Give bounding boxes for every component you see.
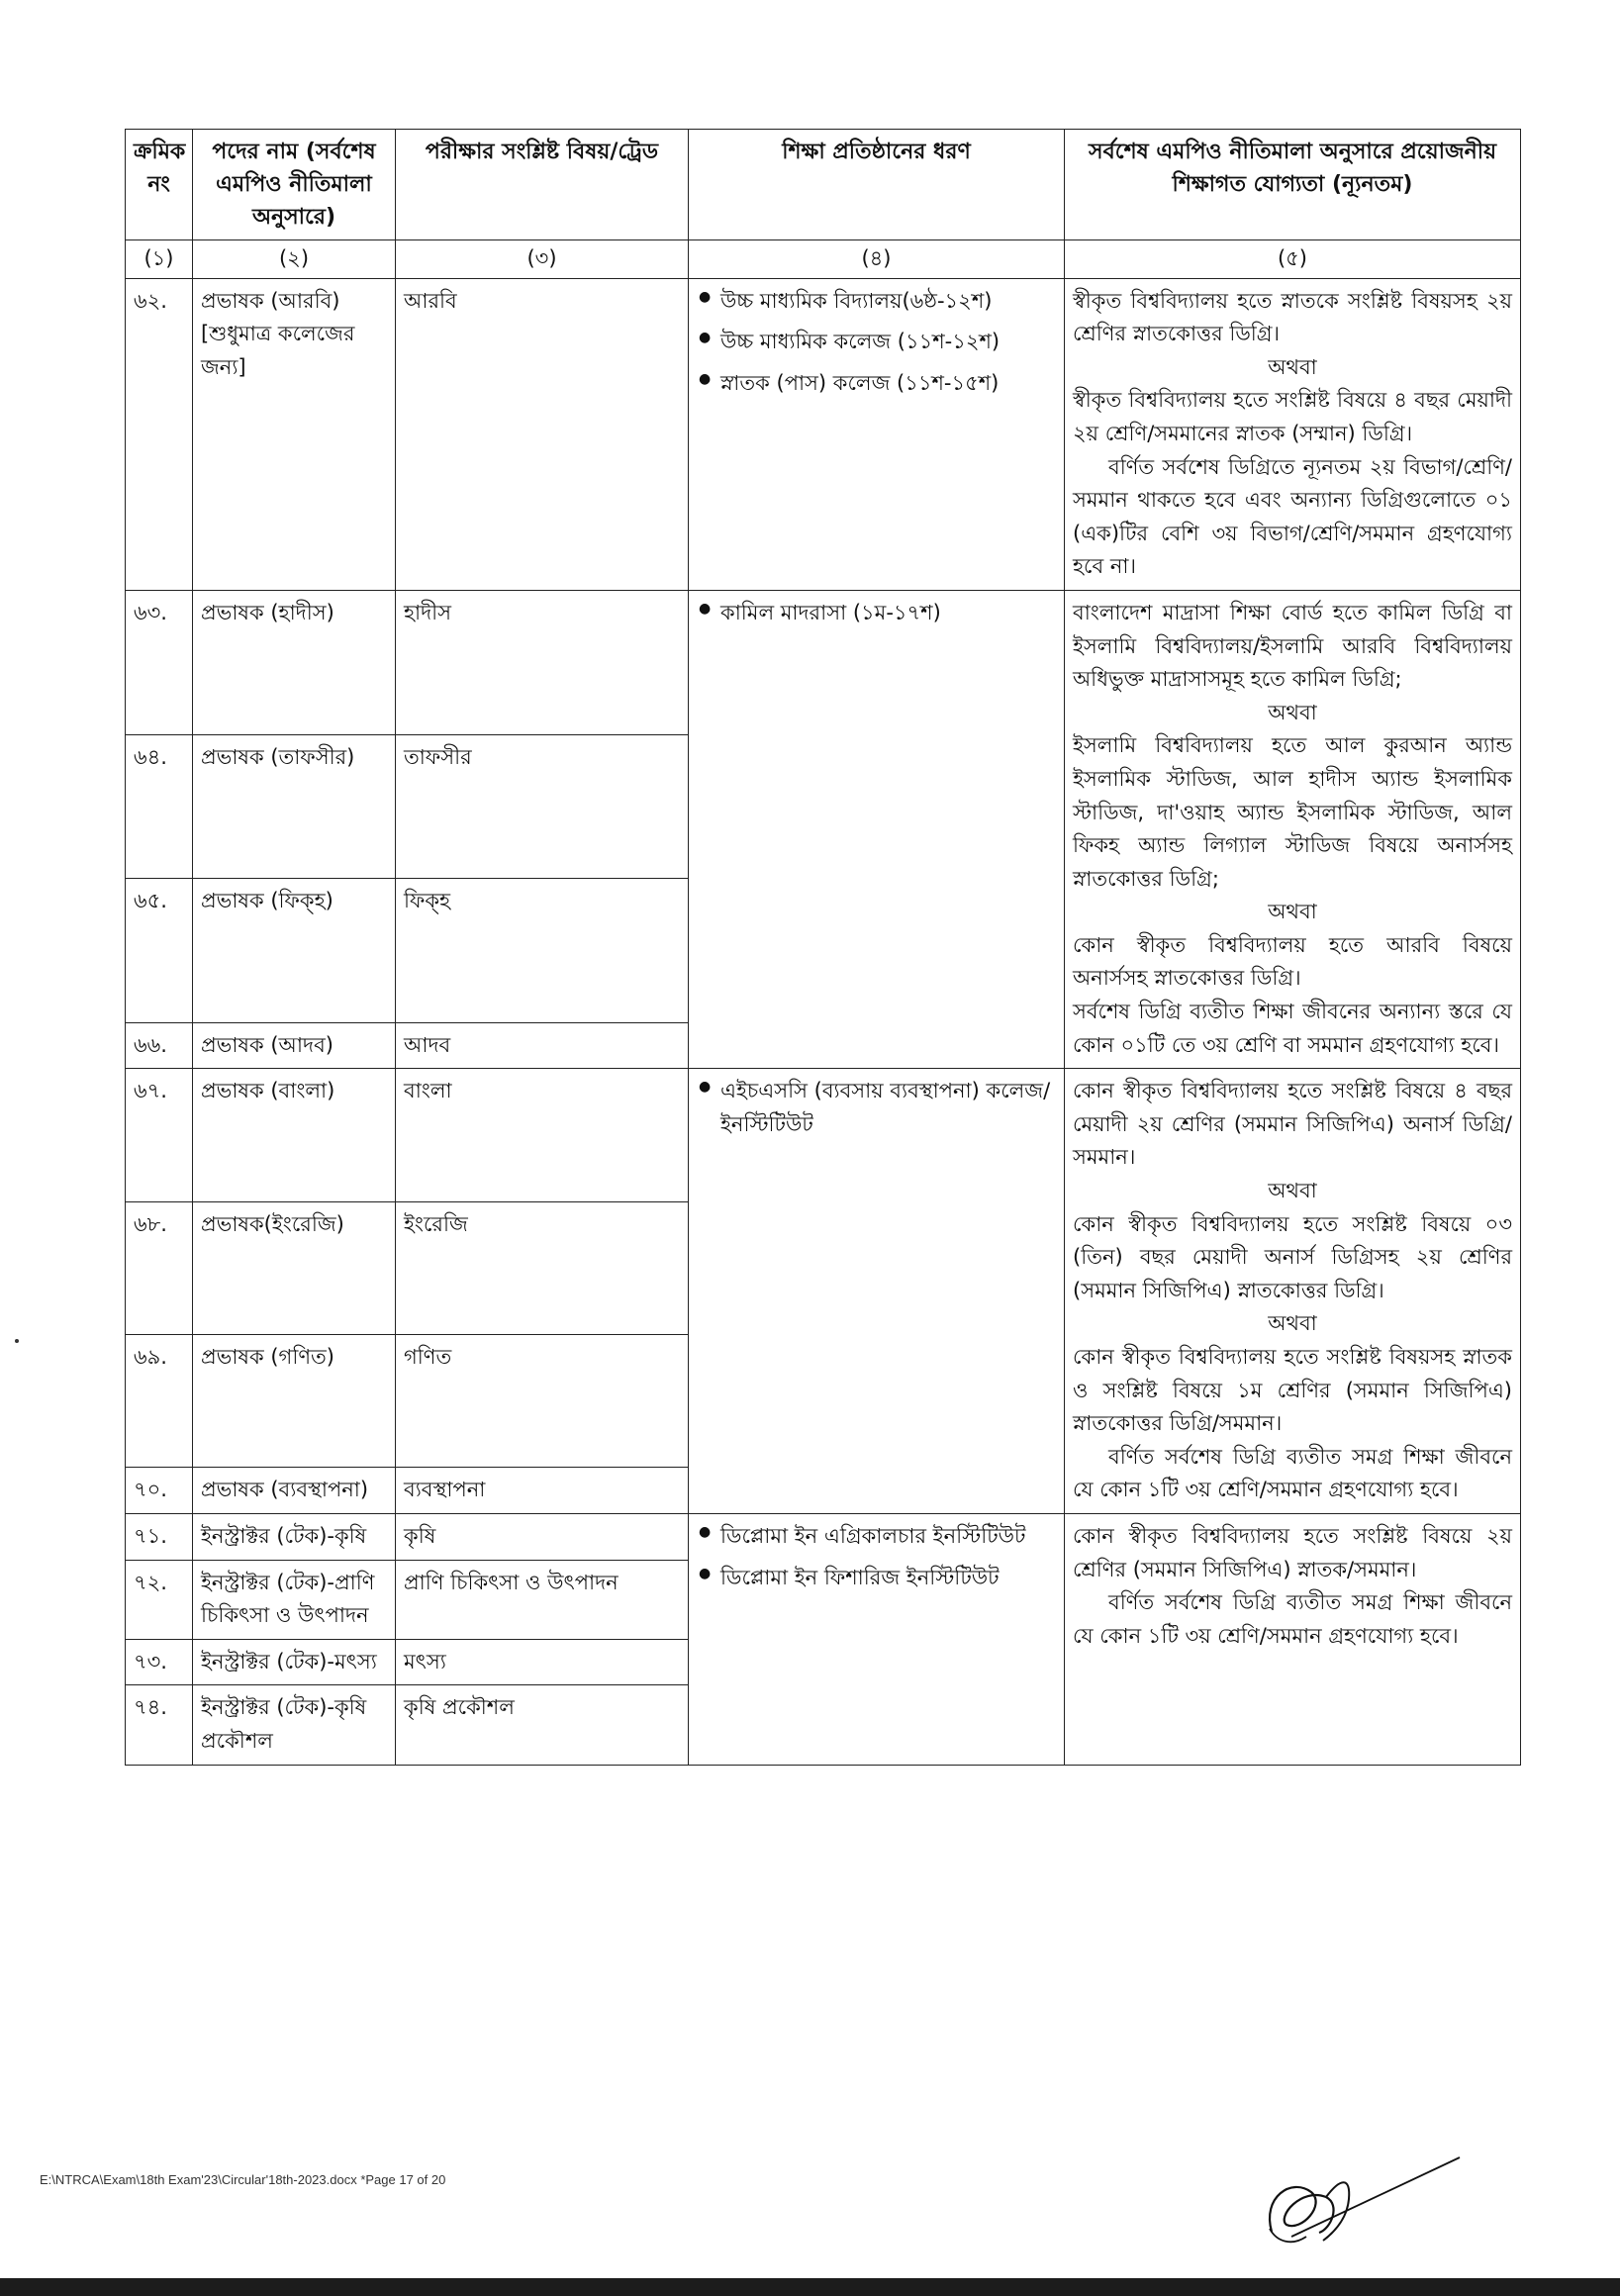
or-separator: অথবা — [1268, 700, 1317, 724]
qualification-paragraph: বর্ণিত সর্বশেষ ডিগ্রি ব্যতীত সমগ্র শিক্ষা জীবনে যে কোন ১টি ৩য় শ্রেণি/সমমান গ্রহণযোগ্য হবে। — [1073, 1444, 1512, 1502]
column-number: (৪) — [689, 240, 1065, 279]
qualification-paragraph: কোন স্বীকৃত বিশ্ববিদ্যালয় হতে সংশ্লিষ্ট বিষয়ে ০৩ (তিন) বছর মেয়াদী অনার্স ডিগ্রিসহ ২য় শ্রেণির (সমমান সিজিপিএ) স্নাতকোত্তর ডিগ্রি। — [1073, 1211, 1512, 1302]
institution-item: ● এইচএসসি (ব্যবসায় ব্যবস্থাপনা) কলেজ/ইনস্টিটিউট — [697, 1075, 1056, 1141]
serial-cell: ৬৪. — [126, 734, 193, 879]
qualification-paragraph: কোন স্বীকৃত বিশ্ববিদ্যালয় হতে সংশ্লিষ্ট বিষয়ে ২য় শ্রেণির (সমমান সিজিপিএ) স্নাতক/সমমান। — [1073, 1523, 1512, 1581]
column-number: (১) — [126, 240, 193, 279]
signature — [1232, 2138, 1470, 2256]
post-name-cell: ইনস্ট্রাক্টর (টেক)-কৃষি প্রকৌশল — [193, 1685, 396, 1765]
subject-cell: তাফসীর — [396, 734, 689, 879]
serial-cell: ৬৮. — [126, 1201, 193, 1334]
or-separator: অথবা — [1268, 900, 1317, 924]
subject-cell: কৃষি — [396, 1513, 689, 1560]
subject-cell: প্রাণি চিকিৎসা ও উৎপাদন — [396, 1560, 689, 1639]
header-qualification: সর্বশেষ এমপিও নীতিমালা অনুসারে প্রয়োজনীয় শিক্ষাগত যোগ্যতা (ন্যূনতম) — [1065, 130, 1521, 240]
qualification-paragraph: স্বীকৃত বিশ্ববিদ্যালয় হতে স্নাতকে সংশ্লিষ্ট বিষয়সহ ২য় শ্রেণির স্নাতকোত্তর ডিগ্রি। — [1073, 288, 1512, 346]
institution-type-cell — [689, 278, 1065, 590]
subject-cell: আদব — [396, 1022, 689, 1069]
table-row — [126, 278, 1521, 590]
institution-list — [697, 285, 1056, 401]
qualification-cell — [1065, 590, 1521, 1068]
qualification-paragraph: ইসলামি বিশ্ববিদ্যালয় হতে আল কুরআন অ্যান্ড ইসলামিক স্টাডিজ, আল হাদীস অ্যান্ড ইসলামিক স্টাডিজ, দা'ওয়াহ অ্যান্ড ইসলামিক স্টাডিজ, আল ফিকহ অ্যান্ড লিগ্যাল স্টাডিজ বিষয়ে অনার্সসহ স্নাতকোত্তর ডিগ্রি; — [1073, 733, 1512, 891]
column-number: (৩) — [396, 240, 689, 279]
post-name-cell: প্রভাষক (গণিত) — [193, 1335, 396, 1468]
qualification-cell — [1065, 1513, 1521, 1765]
column-number-row — [126, 240, 1521, 279]
subject-cell: গণিত — [396, 1335, 689, 1468]
institution-type-cell — [689, 1513, 1065, 1765]
serial-cell: ৬৭. — [126, 1069, 193, 1201]
qualification-paragraph: সর্বশেষ ডিগ্রি ব্যতীত শিক্ষা জীবনের অন্যান্য স্তরে যে কোন ০১টি তে ৩য় শ্রেণি বা সমমান গ্রহণযোগ্য হবে। — [1073, 1000, 1512, 1057]
or-separator: অথবা — [1268, 1311, 1317, 1336]
or-separator: অথবা — [1268, 1179, 1317, 1203]
post-name-cell: প্রভাষক (আদব) — [193, 1022, 396, 1069]
institution-list — [697, 1520, 1056, 1594]
qualification-paragraph: কোন স্বীকৃত বিশ্ববিদ্যালয় হতে আরবি বিষয়ে অনার্সসহ স্নাতকোত্তর ডিগ্রি। — [1073, 932, 1512, 991]
institution-item: ● ডিপ্লোমা ইন এগ্রিকালচার ইনস্টিটিউট — [697, 1520, 1056, 1554]
qualification-cell — [1065, 278, 1521, 590]
serial-cell: ৬৯. — [126, 1335, 193, 1468]
institution-list — [697, 1075, 1056, 1141]
post-name-cell: প্রভাষক(ইংরেজি) — [193, 1201, 396, 1334]
footer-file-path: E:\NTRCA\Exam\18th Exam'23\Circular'18th-2023.docx *Page 17 of 20 — [40, 2172, 446, 2187]
header-serial: ক্রমিক নং — [126, 130, 193, 240]
post-name-cell: প্রভাষক (ফিক্হ) — [193, 879, 396, 1023]
post-name-cell: প্রভাষক (তাফসীর) — [193, 734, 396, 879]
subject-cell: কৃষি প্রকৌশল — [396, 1685, 689, 1765]
post-name-cell: ইনস্ট্রাক্টর (টেক)-কৃষি — [193, 1513, 396, 1560]
or-separator: অথবা — [1268, 354, 1317, 379]
subject-cell: হাদীস — [396, 590, 689, 734]
post-name-cell: প্রভাষক (বাংলা) — [193, 1069, 396, 1201]
post-name-cell: প্রভাষক (ব্যবস্থাপনা) — [193, 1468, 396, 1514]
serial-cell: ৭২. — [126, 1560, 193, 1639]
qualification-paragraph: স্বীকৃত বিশ্ববিদ্যালয় হতে সংশ্লিষ্ট বিষয়ে ৪ বছর মেয়াদী ২য় শ্রেণি/সমমানের স্নাতক (সম্মান) ডিগ্রি। — [1073, 388, 1512, 445]
header-row — [126, 130, 1521, 240]
post-name-cell: ইনস্ট্রাক্টর (টেক)-মৎস্য — [193, 1639, 396, 1685]
subject-cell: ব্যবস্থাপনা — [396, 1468, 689, 1514]
serial-cell: ৭০. — [126, 1468, 193, 1514]
column-number: (৫) — [1065, 240, 1521, 279]
qualification-paragraph: কোন স্বীকৃত বিশ্ববিদ্যালয় হতে সংশ্লিষ্ট বিষয়সহ স্নাতক ও সংশ্লিষ্ট বিষয়ে ১ম শ্রেণির (সমমান সিজিপিএ) স্নাতকোত্তর ডিগ্রি/সমমান। — [1073, 1345, 1512, 1436]
subject-cell: ইংরেজি — [396, 1201, 689, 1334]
serial-cell: ৭৪. — [126, 1685, 193, 1765]
institution-list — [697, 597, 1056, 630]
header-institution-type: শিক্ষা প্রতিষ্ঠানের ধরণ — [689, 130, 1065, 240]
subject-cell: মৎস্য — [396, 1639, 689, 1685]
institution-type-cell — [689, 1069, 1065, 1514]
qualification-cell — [1065, 1069, 1521, 1514]
institution-item: ● উচ্চ মাধ্যমিক বিদ্যালয়(৬ষ্ঠ-১২শ) — [697, 285, 1056, 319]
serial-cell: ৬৫. — [126, 879, 193, 1023]
qualification-paragraph: বর্ণিত সর্বশেষ ডিগ্রি ব্যতীত সমগ্র শিক্ষা জীবনে যে কোন ১টি ৩য় শ্রেণি/সমমান গ্রহণযোগ্য হবে। — [1073, 1590, 1512, 1648]
scan-edge-bar — [0, 2278, 1620, 2296]
post-name-cell: প্রভাষক (হাদীস) — [193, 590, 396, 734]
qualification-paragraph: কোন স্বীকৃত বিশ্ববিদ্যালয় হতে সংশ্লিষ্ট বিষয়ে ৪ বছর মেয়াদী ২য় শ্রেণির (সমমান সিজিপিএ) অনার্স ডিগ্রি/সমমান। — [1073, 1079, 1512, 1170]
table-row — [126, 1069, 1521, 1201]
post-name-cell: ইনস্ট্রাক্টর (টেক)-প্রাণি চিকিৎসা ও উৎপাদন — [193, 1560, 396, 1639]
qualification-paragraph: বর্ণিত সর্বশেষ ডিগ্রিতে ন্যূনতম ২য় বিভাগ/শ্রেণি/সমমান থাকতে হবে এবং অন্যান্য ডিগ্রিগুলোতে ০১ (এক)টির বেশি ৩য় বিভাগ/শ্রেণি/সমমান গ্রহণযোগ্য হবে না। — [1073, 454, 1512, 579]
column-number: (২) — [193, 240, 396, 279]
serial-cell: ৬৩. — [126, 590, 193, 734]
scan-speck — [15, 1339, 19, 1343]
table-body — [126, 278, 1521, 1765]
header-subject: পরীক্ষার সংশ্লিষ্ট বিষয়/ট্রেড — [396, 130, 689, 240]
serial-cell: ৬৬. — [126, 1022, 193, 1069]
institution-item: ● উচ্চ মাধ্যমিক কলেজ (১১শ-১২শ) — [697, 326, 1056, 359]
serial-cell: ৭১. — [126, 1513, 193, 1560]
institution-item: ● কামিল মাদরাসা (১ম-১৭শ) — [697, 597, 1056, 630]
header-post-name: পদের নাম (সর্বশেষ এমপিও নীতিমালা অনুসারে) — [193, 130, 396, 240]
post-name-cell: প্রভাষক (আরবি) [শুধুমাত্র কলেজের জন্য] — [193, 278, 396, 590]
institution-item: ● স্নাতক (পাস) কলেজ (১১শ-১৫শ) — [697, 367, 1056, 401]
qualification-paragraph: বাংলাদেশ মাদ্রাসা শিক্ষা বোর্ড হতে কামিল ডিগ্রি বা ইসলামি বিশ্ববিদ্যালয়/ইসলামি আরবি বিশ্ববিদ্যালয় অধিভুক্ত মাদ্রাসাসমূহ হতে কামিল ডিগ্রি; — [1073, 600, 1512, 692]
serial-cell: ৭৩. — [126, 1639, 193, 1685]
institution-type-cell — [689, 590, 1065, 1068]
table-row — [126, 1513, 1521, 1560]
qualification-table — [125, 129, 1521, 1766]
institution-item: ● ডিপ্লোমা ইন ফিশারিজ ইনস্টিটিউট — [697, 1562, 1056, 1595]
table-row — [126, 590, 1521, 734]
serial-cell: ৬২. — [126, 278, 193, 590]
subject-cell: ফিক্হ — [396, 879, 689, 1023]
subject-cell: আরবি — [396, 278, 689, 590]
subject-cell: বাংলা — [396, 1069, 689, 1201]
